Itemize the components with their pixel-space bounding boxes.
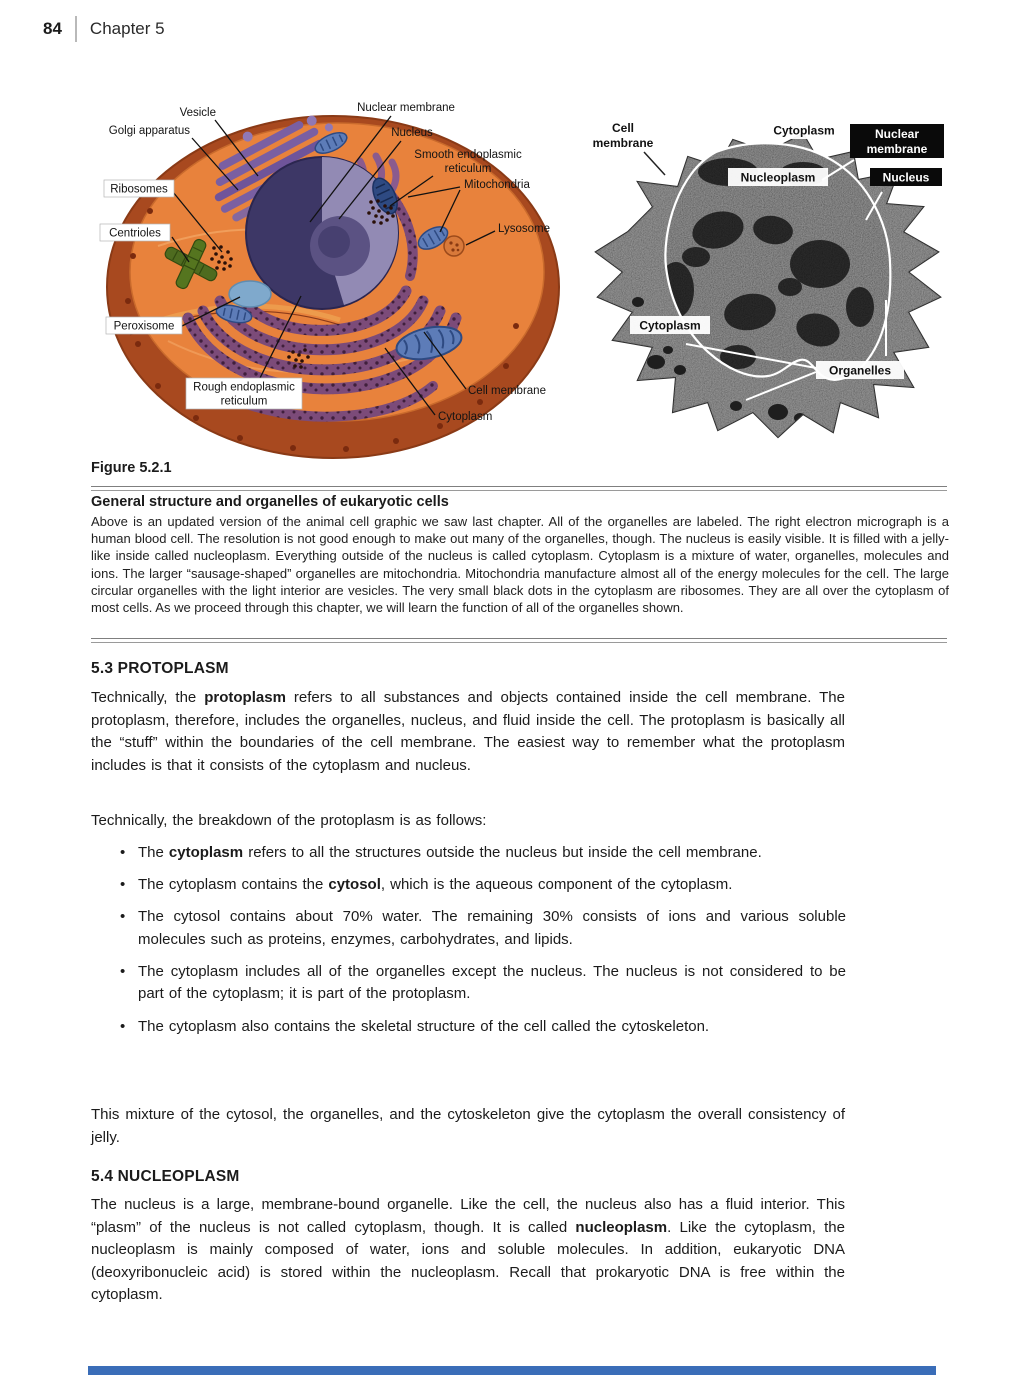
- chapter-title: Chapter 5: [89, 19, 165, 38]
- svg-text:Peroxisome: Peroxisome: [113, 320, 175, 333]
- svg-text:Cytoplasm: Cytoplasm: [639, 318, 701, 333]
- figure-rule-bottom: [91, 638, 947, 643]
- electron-micrograph: [568, 112, 948, 446]
- figure-rule-top: [91, 486, 947, 491]
- diagram-label-nucleus: Nucleus: [391, 127, 433, 139]
- bullet-marker: •: [120, 844, 126, 861]
- animal-cell-diagram: [88, 96, 578, 461]
- protoplasm-bullet-list: [120, 842, 846, 1048]
- svg-text:Organelles: Organelles: [828, 363, 892, 378]
- svg-text:reticulum: reticulum: [220, 395, 268, 408]
- figure-label: Figure 5.2.1: [91, 460, 172, 476]
- svg-text:Smooth endoplasmic: Smooth endoplasmic: [414, 149, 522, 161]
- micrograph-label-organelles: [816, 361, 904, 379]
- section-heading-nucleoplasm: 5.4 NUCLEOPLASM: [91, 1168, 240, 1185]
- micrograph-label-cytoplasm-top: [764, 121, 844, 139]
- micrograph-label-nucleoplasm: [728, 168, 828, 186]
- bullet-text: The cytosol contains about 70% water. The remaining 30% consists of ions and various soluble molecules such as proteins, enzymes, carbohydrates, and lipids.: [138, 908, 846, 948]
- micrograph-label-nuclear-membrane: [850, 124, 944, 158]
- figure-title: General structure and organelles of eukaryotic cells: [91, 494, 449, 510]
- svg-text:Ribosomes: Ribosomes: [110, 183, 168, 196]
- diagram-label-mitochondria: Mitochondria: [464, 179, 530, 191]
- svg-text:Cytoplasm: Cytoplasm: [773, 123, 835, 138]
- paragraph-protoplasm-closing: This mixture of the cytosol, the organelles, and the cytoskeleton give the cytoplasm the overall consistency of jelly.: [91, 1106, 845, 1146]
- svg-text:membrane: membrane: [592, 136, 654, 150]
- peroxisome: [229, 281, 271, 307]
- bullet-text: The cytoplasm includes all of the organelles except the nucleus. The nucleus is not considered to be part of the cytoplasm; it is part of the protoplasm.: [138, 962, 846, 1003]
- svg-text:membrane: membrane: [866, 142, 928, 156]
- diagram-label-cell-membrane: Cell membrane: [468, 385, 546, 397]
- paragraph-protoplasm-intro: Technically, the protoplasm refers to all substances and objects contained inside the cell membrane. The protoplasm, therefore, includes the organelles, nucleus, and fluid inside the cell. The protoplasm is basically all the “stuff” within the boundaries of the cell membrane. The easiest way to remember what the protoplasm includes is that it consists of the cytoplasm and nucleus.: [91, 689, 845, 774]
- bullet-marker: •: [120, 1017, 126, 1035]
- bullet-marker: •: [120, 876, 126, 894]
- svg-text:reticulum: reticulum: [444, 163, 492, 175]
- page-number: 84: [43, 19, 62, 38]
- diagram-label-vesicle: Vesicle: [179, 107, 216, 119]
- header-divider: [75, 16, 77, 42]
- diagram-label-cytoplasm: Cytoplasm: [438, 411, 493, 423]
- paragraph-nucleoplasm-body: The nucleus is a large, membrane-bound organelle. Like the cell, the nucleus also has a fluid interior. This “plasm” of the nucleus is not called cytoplasm, though. It is called nucleoplasm. Like the cytoplasm, the nucleoplasm is mainly composed of water, ions and soluble molecules. In addition, eukaryotic DNA (deoxyribonucleic acid) is stored within the nucleoplasm. Recall that prokaryotic DNA is free within the cytoplasm.: [91, 1196, 845, 1304]
- svg-text:Cell: Cell: [611, 121, 635, 135]
- svg-text:Nuclear: Nuclear: [874, 127, 920, 141]
- cell-membrane-leader: [644, 152, 665, 175]
- svg-text:Rough endoplasmic: Rough endoplasmic: [193, 381, 295, 394]
- nucleus-pointer-icon: [898, 188, 912, 198]
- bullet-text: The cytoplasm refers to all the structures outside the nucleus but inside the cell membrane.: [138, 844, 762, 861]
- diagram-label-rough-er: [186, 378, 302, 409]
- diagram-label-centrioles: [100, 224, 170, 241]
- page-header: [43, 16, 165, 42]
- paragraph-protoplasm-breakdown: Technically, the breakdown of the protoplasm is as follows:: [91, 812, 487, 829]
- diagram-label-nuclear-membrane: Nuclear membrane: [357, 102, 455, 114]
- diagram-label-golgi: Golgi apparatus: [108, 125, 190, 137]
- bullet-item: [120, 906, 846, 951]
- bullet-item: [120, 1016, 846, 1039]
- figure-caption: Above is an updated version of the animal cell graphic we saw last chapter. All of the organelles are labeled. The right electron micrograph is a human blood cell. The resolution is not good enough to make out many of the organelles, though. The nucleus is easily visible. It is filled with a jelly-like inside called nucleoplasm. Everything outside of the nucleus is called cytoplasm. Cytoplasm is a mixture of water, organelles, molecules and ions. The larger “sausage-shaped” organelles are mitochondria. Mitochondria manufacture almost all of the energy molecules for the cell. The large circular organelles with the light interior are vesicles. The very small black dots in the cytoplasm are ribosomes. They are all over the cytoplasm of most cells. As we proceed through this chapter, we will learn the function of all of the organelles shown.: [91, 514, 949, 616]
- bullet-item: [120, 961, 846, 1006]
- svg-text:Nucleoplasm: Nucleoplasm: [740, 170, 816, 185]
- bullet-marker: •: [120, 962, 126, 980]
- diagram-label-ribosomes: [104, 180, 174, 197]
- bullet-marker: •: [120, 908, 126, 926]
- micrograph-label-cytoplasm-left: [630, 316, 710, 334]
- lysosome: [444, 236, 464, 256]
- bullet-item: [120, 874, 846, 897]
- diagram-label-peroxisome: [106, 317, 182, 334]
- micrograph-label-cell-membrane: [593, 121, 654, 150]
- bullet-item: [120, 842, 846, 865]
- section-heading-protoplasm: 5.3 PROTOPLASM: [91, 660, 229, 677]
- bullet-text: The cytoplasm contains the cytosol, which is the aqueous component of the cytoplasm.: [138, 876, 733, 894]
- diagram-label-lysosome: Lysosome: [498, 223, 550, 235]
- footer-accent-bar: [88, 1366, 936, 1375]
- svg-text:Centrioles: Centrioles: [109, 227, 161, 240]
- bullet-text: The cytoplasm also contains the skeletal structure of the cell called the cytoskeleton.: [138, 1017, 710, 1035]
- svg-text:Nucleus: Nucleus: [882, 170, 930, 185]
